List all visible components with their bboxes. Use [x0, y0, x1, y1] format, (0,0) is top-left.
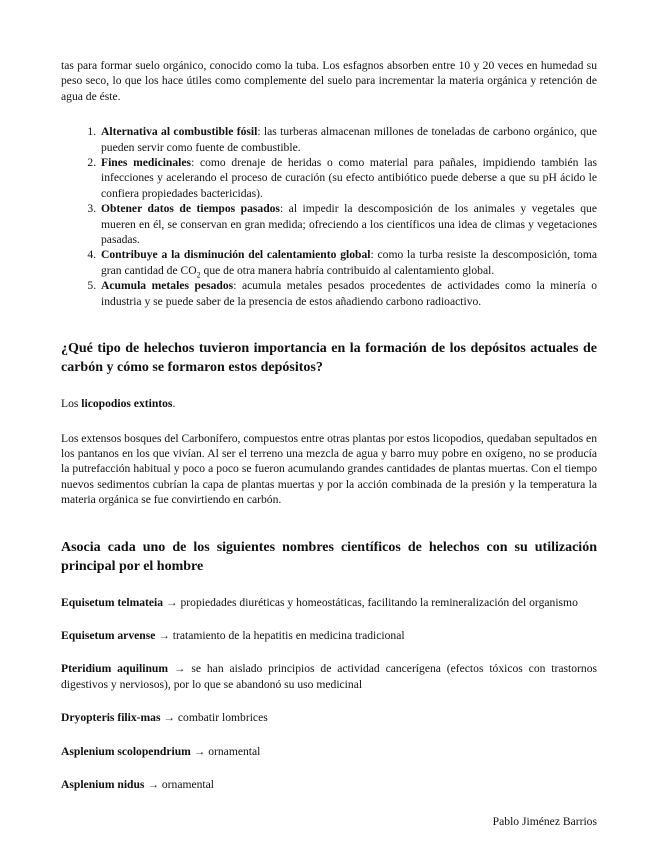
list-item	[99, 124, 597, 155]
species-name: Equisetum telmateia	[61, 595, 164, 609]
arrow-icon: →	[158, 628, 170, 642]
explanation-paragraph: Los extensos bosques del Carbonífero, compuestos entre otras plantas por estos licopodios, quedaban sepultados en los pantanos en los que vivían. Al ser el terreno una mezcla de agua y barro muy pobre en oxígeno, no se producía la putrefacción habitual y poco a poco se fueron acumulando grandes cantidades de plantas muertas. Con el tiempo nuevos sedimentos cubrían la capa de plantas muertas y por la acción combinada de la presión y la temperatura la materia orgánica se fue convirtiendo en carbón.	[61, 431, 597, 507]
species-use: ornamental	[161, 777, 215, 791]
arrow-icon: →	[173, 662, 186, 676]
answer-suffix: .	[172, 397, 176, 411]
species-entry	[61, 595, 597, 610]
species-name: Pteridium aquilinum	[61, 662, 169, 676]
question-heading-1: ¿Qué tipo de helechos tuvieron importancia en la formación de los depósitos actuales de carbón y cómo se formaron estos depósitos?	[61, 341, 597, 376]
list-item	[99, 201, 597, 247]
list-item-term: Obtener datos de tiempos pasados	[101, 202, 280, 216]
document-page	[61, 58, 597, 830]
list-item	[99, 278, 597, 309]
species-use: se han aislado principios de actividad cancerígena (efectos tóxicos con trastornos digestivos y nerviosos), por lo que se abandonó su uso medicinal	[61, 662, 598, 691]
question-heading-2: Asocia cada uno de los siguientes nombres científicos de helechos con su utilización principal por el hombre	[61, 539, 597, 574]
author-signature: Pablo Jiménez Barrios	[492, 815, 597, 829]
species-use: combatir lombrices	[177, 711, 268, 725]
list-item-text: : al impedir la descomposición de los animales y vegetales que mueren en él, se conservan en gran medida; ofreciendo a los científicos una idea de climas y vegetaciones pasadas.	[101, 202, 597, 247]
species-name: Asplenium scolopendrium	[61, 744, 191, 758]
intro-paragraph: tas para formar suelo orgánico, conocido como la tuba. Los esfagnos absorben entre 10 y 20 veces en humedad su peso seco, lo que los hace útiles como complemente del suelo para incrementar la materia orgánica y retención de agua de éste.	[61, 59, 597, 103]
species-name: Asplenium nidus	[61, 777, 145, 791]
species-name: Equisetum arvense	[61, 628, 156, 642]
answer-line	[61, 396, 597, 411]
list-item-text: : acumula metales pesados procedentes de actividades como la minería o industria y se puede saber de la presencia de estos añadiendo carbono radioactivo.	[101, 279, 597, 308]
list-item	[99, 247, 597, 278]
arrow-icon: →	[193, 744, 206, 758]
species-use: ornamental	[208, 744, 261, 758]
arrow-icon: →	[147, 777, 159, 791]
co2-subscript: 2	[196, 270, 201, 280]
species-entry	[61, 661, 597, 692]
species-entry	[61, 710, 597, 725]
arrow-icon: →	[166, 595, 178, 609]
list-item-term: Alternativa al combustible fósil	[101, 125, 258, 139]
list-item-term: Acumula metales pesados	[101, 279, 234, 293]
list-item-text: : como la turba resiste la descomposición, toma gran cantidad de CO	[101, 248, 597, 277]
species-entry	[61, 744, 597, 759]
list-item	[99, 155, 597, 201]
uses-list	[61, 124, 597, 309]
list-item-text: : como drenaje de heridas o como material para pañales, impidiendo también las infecciones y acelerando el proceso de curación (su efecto antibiótico puede deberse a que su pH ácido le confiera propiedades bactericidas).	[101, 156, 597, 200]
species-entry	[61, 628, 597, 643]
list-item-term: Fines medicinales	[101, 156, 192, 170]
species-use: propiedades diuréticas y homeostáticas, facilitando la remineralización del organismo	[180, 595, 578, 609]
answer-bold: licopodios extintos	[81, 397, 173, 411]
list-item-term: Contribuye a la disminución del calentamiento global	[101, 248, 371, 262]
species-entry	[61, 777, 597, 792]
list-item-text: : las turberas almacenan millones de toneladas de carbono orgánico, que pueden servir como fuente de combustible.	[101, 125, 597, 154]
list-item-text-end: que de otra manera habría contribuido al calentamiento global.	[200, 263, 495, 277]
arrow-icon: →	[163, 711, 175, 725]
answer-prefix: Los	[61, 397, 82, 411]
species-name: Dryopteris filix-mas	[61, 711, 161, 725]
species-use: tratamiento de la hepatitis en medicina tradicional	[172, 628, 405, 642]
